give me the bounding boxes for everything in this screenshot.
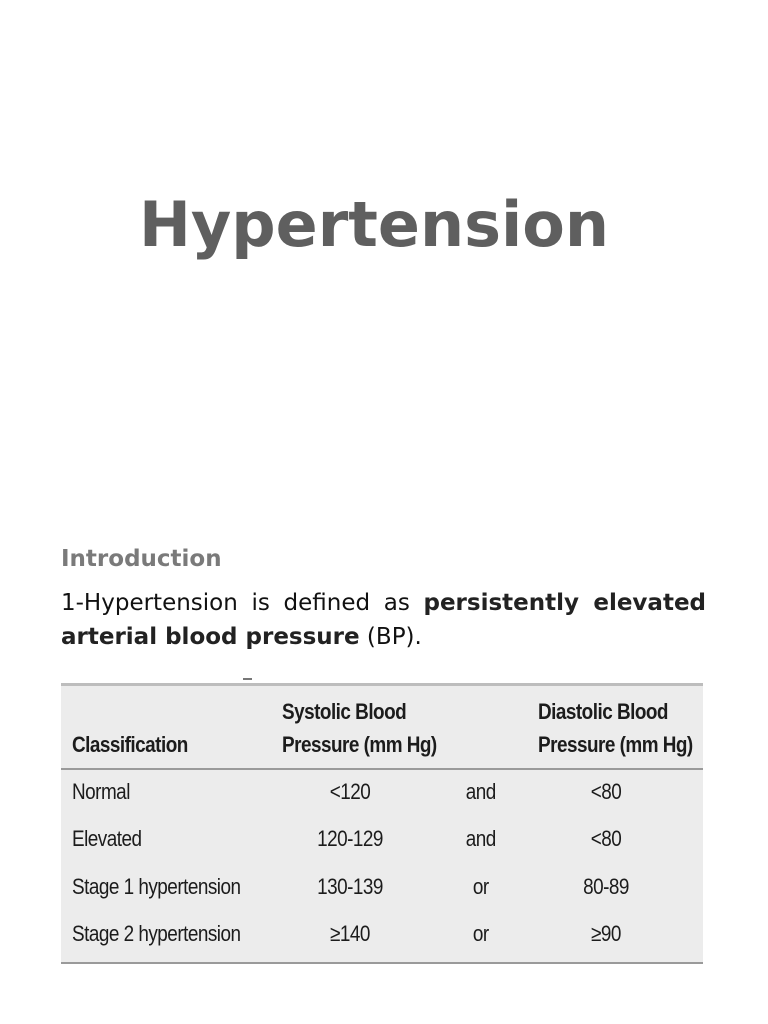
- header-systolic-line2: Pressure (mm Hg): [282, 732, 437, 757]
- intro-paragraph: [61, 586, 706, 654]
- bp-classification-table: [61, 683, 703, 964]
- intro-text-bold: persistently elevated arterial blood pressure: [61, 590, 707, 650]
- row-normal-connector: and: [465, 779, 496, 804]
- row-elevated-classification: Elevated: [72, 826, 142, 851]
- row-stage2-systolic: ≥140: [330, 921, 370, 946]
- table-top-mark: [243, 678, 252, 680]
- row-stage1-classification: Stage 1 hypertension: [72, 874, 241, 899]
- row-stage1-connector: or: [472, 874, 489, 899]
- row-stage2-diastolic: ≥90: [591, 921, 621, 946]
- header-diastolic-line1: Diastolic Blood: [538, 699, 668, 724]
- header-diastolic-line2: Pressure (mm Hg): [538, 732, 693, 757]
- page-title: Hypertension: [138, 188, 610, 261]
- row-stage2-connector: or: [472, 921, 489, 946]
- row-stage1-systolic: 130-139: [317, 874, 383, 899]
- row-elevated-systolic: 120-129: [317, 826, 383, 851]
- row-elevated-diastolic: <80: [590, 826, 622, 851]
- section-heading: Introduction: [61, 546, 222, 572]
- row-elevated-connector: and: [465, 826, 496, 851]
- intro-text-prefix: 1-Hypertension is defined as: [61, 590, 424, 616]
- row-normal-systolic: <120: [329, 779, 371, 804]
- row-normal-diastolic: <80: [590, 779, 622, 804]
- row-stage2-classification: Stage 2 hypertension: [72, 921, 241, 946]
- row-normal-classification: Normal: [72, 779, 130, 804]
- intro-text-suffix: (BP).: [359, 624, 422, 650]
- header-systolic-line1: Systolic Blood: [282, 699, 407, 724]
- header-divider: [61, 768, 703, 770]
- header-classification: Classification: [72, 732, 188, 757]
- row-stage1-diastolic: 80-89: [583, 874, 629, 899]
